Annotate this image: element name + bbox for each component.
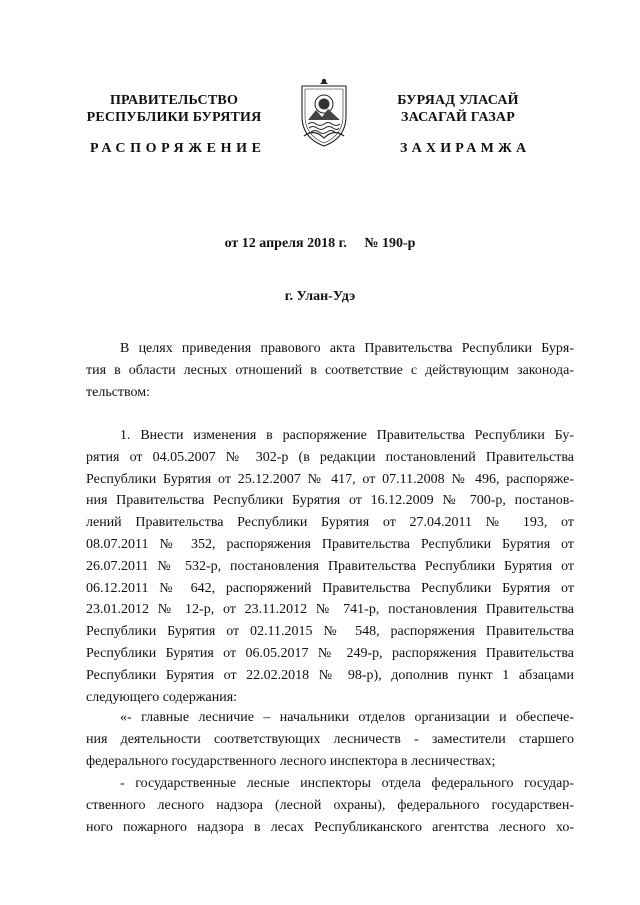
order-date: от 12 апреля 2018 г.	[224, 236, 347, 251]
paragraph-line: ного пожарного надзора в лесах Республиканского агентства лесного хо-	[86, 819, 574, 835]
paragraph-line: тия в области лесных отношений в соответствие с действующим законода-	[86, 362, 574, 378]
republic-emblem-icon	[298, 76, 350, 148]
paragraph-line: 23.01.2012 № 12-р, от 23.11.2012 № 741-р, постановления Правительства	[86, 602, 574, 618]
paragraph-line: Республики Бурятия от 02.11.2015 № 548, распоряжения Правительства	[86, 624, 574, 640]
paragraph-line: «- главные лесничие – начальники отделов организации и обеспече-	[120, 710, 574, 725]
order-title-bua: ЗАХИРАМЖА	[400, 141, 531, 156]
city-name: г. Улан-Удэ	[284, 289, 356, 304]
paragraph-line: ния Правительства Республики Бурятия от 16.12.2009 № 700-р, постанов-	[86, 493, 574, 509]
paragraph-4	[86, 773, 574, 838]
paragraph-line: следующего содержания:	[86, 689, 238, 705]
paragraph-line: В целях приведения правового акта Правительства Республики Буря-	[120, 341, 574, 356]
paragraph-line: ния деятельности соответствующих лесничеств - заместители старшего	[86, 731, 574, 747]
paragraph-line: 06.12.2011 № 642, распоряжений Правительства Республики Бурятия от	[86, 580, 574, 596]
paragraph-line: ственного лесного надзора (лесной охраны), федерального государствен-	[86, 797, 574, 813]
paragraph-line: 26.07.2011 № 532-р, постановления Правительства Республики Бурятия от	[86, 558, 574, 574]
paragraph-line: Республики Бурятия от 22.02.2018 № 98-р), дополнив пункт 1 абзацами	[86, 667, 574, 683]
paragraph-line: 08.07.2011 № 352, распоряжения Правительства Республики Бурятия от	[86, 536, 574, 552]
paragraph-line: рятия от 04.05.2007 № 302-р (в редакции постановлений Правительства	[86, 449, 574, 465]
paragraph-1	[86, 338, 574, 403]
header-right-block	[358, 92, 558, 126]
paragraph-line: лений Правительства Республики Бурятия от 27.04.2011 № 193, от	[86, 515, 574, 531]
paragraph-2	[86, 425, 574, 708]
paragraph-line: Республики Бурятия от 25.12.2007 № 417, от 07.11.2008 № 496, распоряже-	[86, 471, 574, 487]
header-left-line2: РЕСПУБЛИКИ БУРЯТИЯ	[86, 110, 262, 125]
paragraph-line: Республики Бурятия от 06.05.2017 № 249-р, распоряжения Правительства	[86, 645, 574, 661]
date-line	[0, 236, 640, 252]
header-left-line1: ПРАВИТЕЛЬСТВО	[109, 93, 239, 108]
order-title-ru: РАСПОРЯЖЕНИЕ	[90, 141, 266, 156]
paragraph-3	[86, 707, 574, 772]
header-right-line1: БУРЯАД УЛАСАЙ	[397, 93, 519, 108]
header-left-block	[74, 92, 274, 126]
paragraph-line: тельством:	[86, 384, 151, 400]
header-right-line2: ЗАСАГАЙ ГАЗАР	[400, 110, 515, 125]
order-number: № 190-р	[364, 236, 416, 251]
paragraph-line: федерального государственного лесного инспектора в лесничествах;	[86, 753, 496, 769]
paragraph-line: 1. Внести изменения в распоряжение Правительства Республики Бу-	[120, 428, 574, 443]
paragraph-line: - государственные лесные инспекторы отдела федерального государ-	[120, 776, 574, 791]
